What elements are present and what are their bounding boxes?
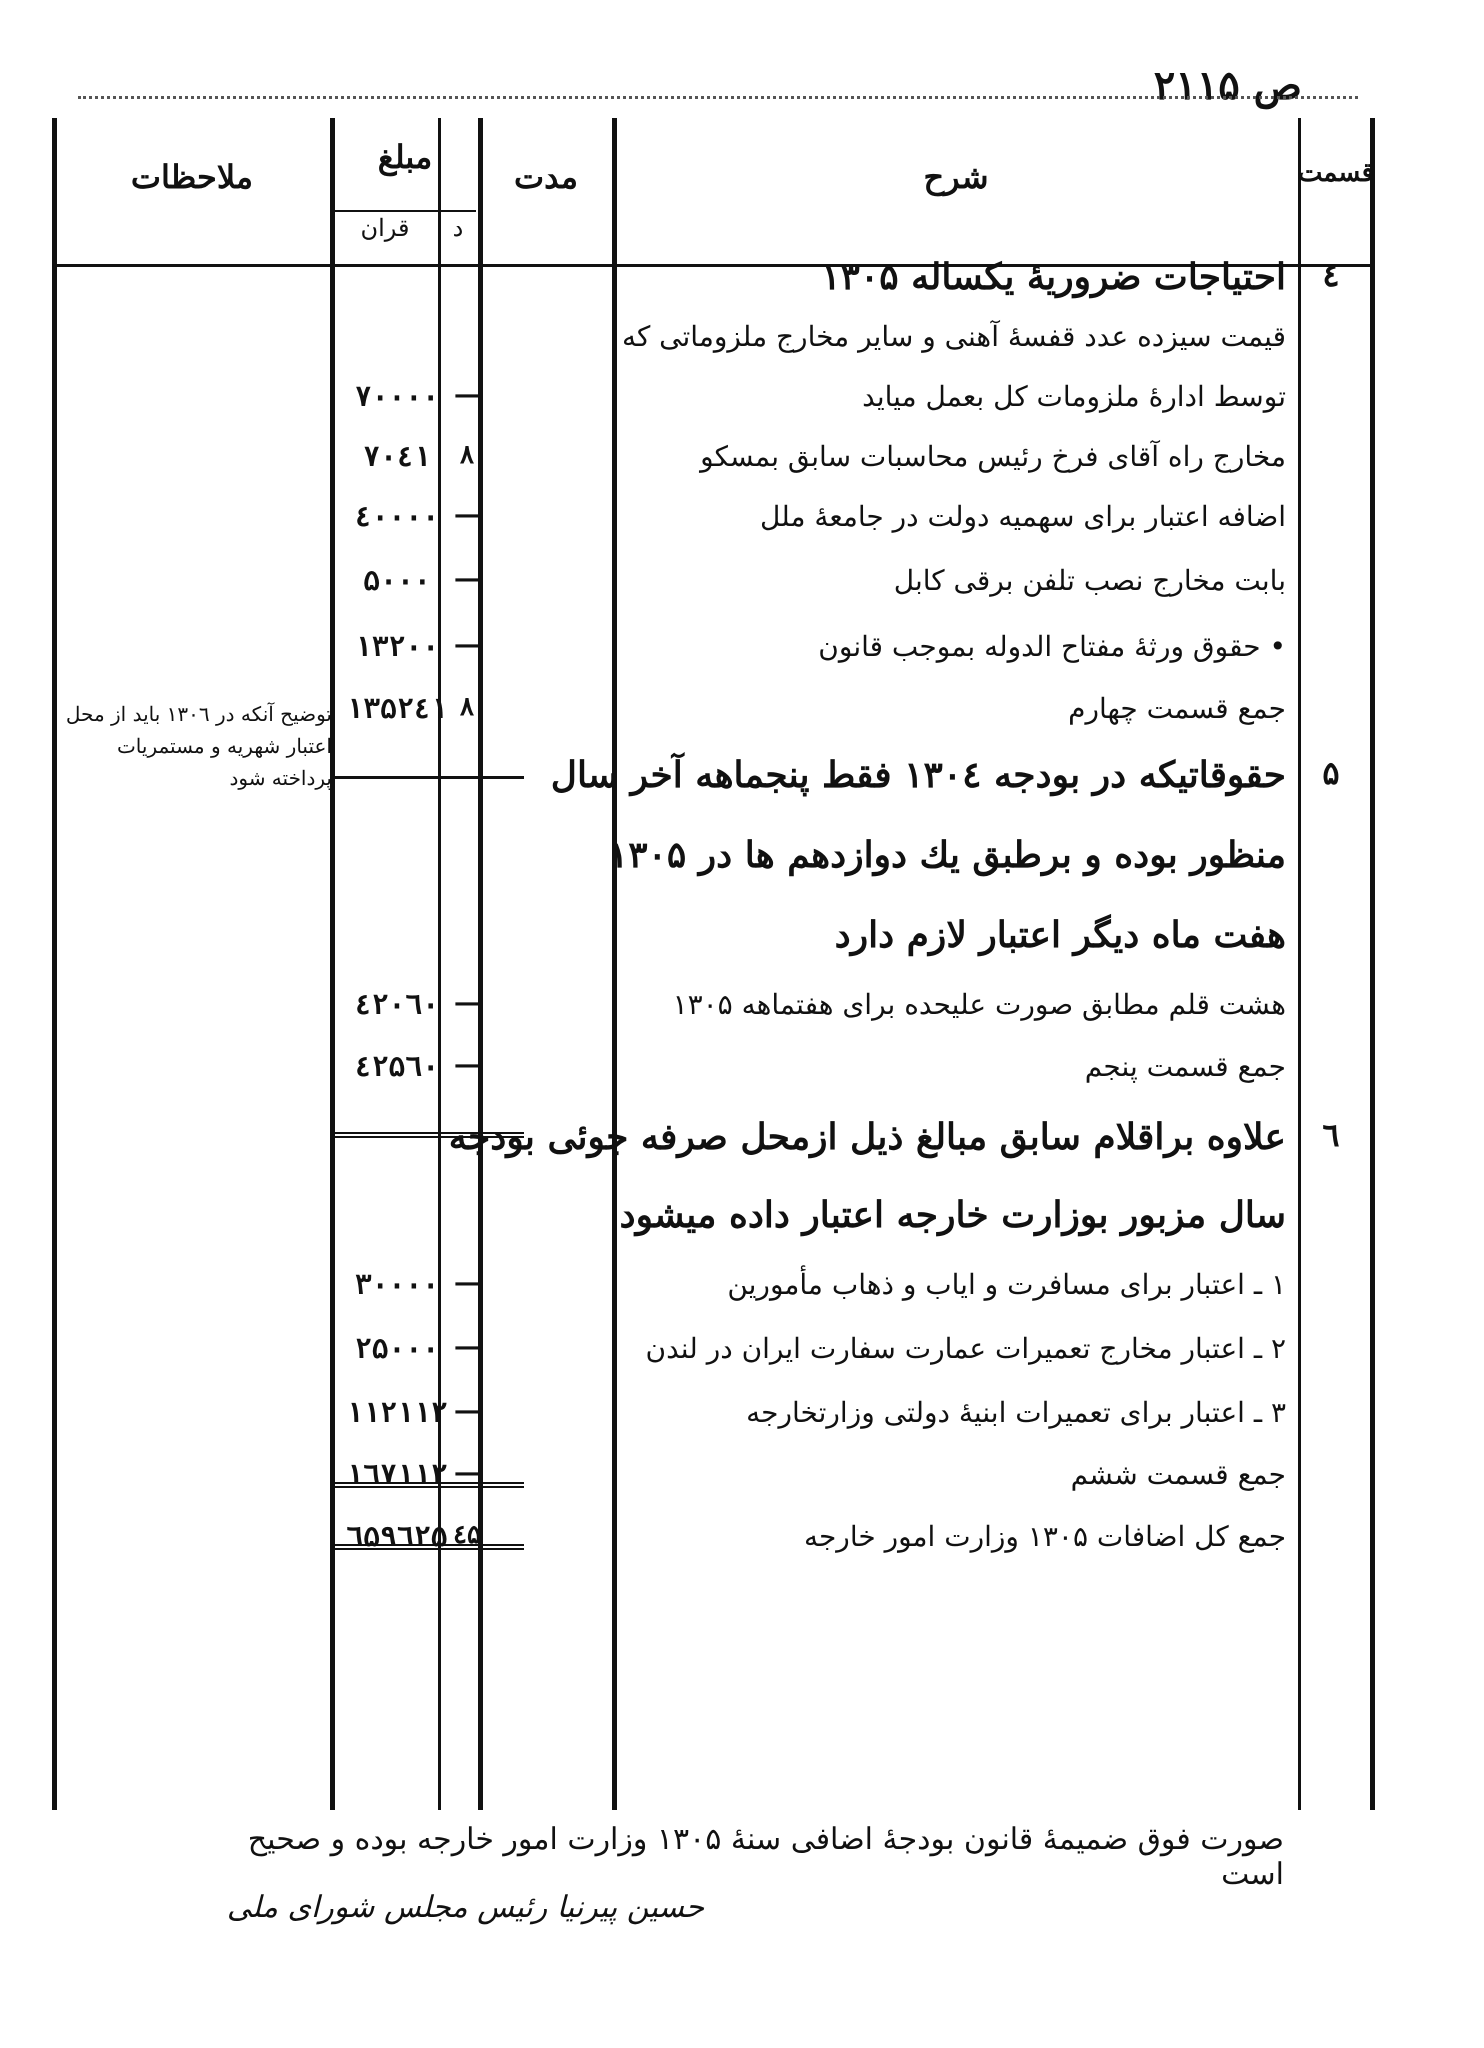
row-amount-qran: ۷۰٤۱ <box>363 440 431 473</box>
row-amount-dinar: — <box>454 380 480 410</box>
row-amount-qran: ۵۰۰۰ <box>363 564 431 597</box>
header-remarks: ملاحظات <box>130 158 254 196</box>
sum-rule-section-4 <box>334 776 524 779</box>
row-amount-qran: ٦۵۹٦۲۵ <box>346 1520 448 1553</box>
row-amount-qran: ۱۳۵۲٤۱ <box>346 692 448 725</box>
row-amount-dinar: — <box>454 630 480 660</box>
row-description: جمع کل اضافات ۱۳۰۵ وزارت امور خارجه <box>803 1520 1286 1553</box>
row-description: منظور بوده و برطبق یك دوازدهم ها در ۱۳۰۵ <box>608 834 1286 876</box>
row-description: اضافه اعتبار برای سهمیه دولت در جامعهٔ ملل <box>759 500 1286 533</box>
sum-rule-section-6a <box>334 1482 524 1488</box>
row-description: ۲ ـ اعتبار مخارج تعمیرات عمارت سفارت ایران در لندن <box>645 1332 1286 1365</box>
header-amount: مبلغ <box>377 138 433 176</box>
row-description: • حقوق ورثهٔ مفتاح الدوله بموجب قانون <box>818 630 1286 663</box>
header-description: شرح <box>923 158 989 196</box>
row-description: احتیاجات ضروریهٔ یکساله ۱۳۰۵ <box>821 256 1286 298</box>
page-number: ص ۲۱۱۵ <box>1153 62 1302 109</box>
remark-note: توضیح آنکه در ۱۳۰٦ باید از محل اعتبار شهریه و مستمریات پرداخته شود <box>65 702 332 790</box>
row-section-number: ۵ <box>1322 754 1340 792</box>
row-description: علاوه براقلام سابق مبالغ ذیل ازمحل صرفه جوئی بودجه <box>448 1116 1286 1158</box>
sum-rule-section-5 <box>334 1132 524 1138</box>
row-description: ۳ ـ اعتبار برای تعمیرات ابنیهٔ دولتی وزارتخارجه <box>746 1396 1286 1429</box>
row-section-number: ٦ <box>1322 1116 1340 1154</box>
row-description: جمع قسمت چهارم <box>1068 692 1286 725</box>
row-amount-dinar: — <box>454 500 480 530</box>
row-description: بابت مخارج نصب تلفن برقی کابل <box>893 564 1286 597</box>
ledger-left-border <box>52 118 57 1810</box>
ledger-divider-duration <box>478 118 483 1810</box>
row-amount-dinar: — <box>454 1458 480 1488</box>
row-description: جمع قسمت پنجم <box>1084 1050 1286 1083</box>
header-section: قسمت <box>1297 158 1374 188</box>
row-amount-qran: ۱۳۲۰۰ <box>354 630 440 663</box>
row-description: حقوقاتیکه در بودجه ۱۳۰٤ فقط پنجماهه آخر سال <box>550 754 1286 796</box>
header-amount-qran: قران <box>360 214 410 242</box>
ledger-divider-amount <box>330 118 335 1810</box>
ledger-divider-section <box>1298 118 1301 1810</box>
row-amount-qran: ٤۲۵٦۰ <box>354 1050 440 1083</box>
row-section-number: ٤ <box>1322 256 1340 294</box>
sum-rule-section-6b <box>334 1544 524 1550</box>
row-description: هفت ماه دیگر اعتبار لازم دارد <box>834 914 1286 956</box>
budget-ledger-table <box>52 118 1374 1810</box>
row-amount-dinar: — <box>454 564 480 594</box>
footer-certification: صورت فوق ضمیمهٔ قانون بودجهٔ اضافی سنهٔ ۱۳۰۵ وزارت امور خارجه بوده و صحیح است <box>247 1822 1284 1892</box>
row-amount-dinar: — <box>454 1268 480 1298</box>
row-amount-qran: ۳۰۰۰۰ <box>354 1268 440 1301</box>
header-duration: مدت <box>513 158 579 196</box>
row-amount-dinar: ۸ <box>460 692 474 722</box>
row-amount-dinar: — <box>454 1332 480 1362</box>
ledger-divider-description <box>612 118 617 1810</box>
row-amount-dinar: — <box>454 1396 480 1426</box>
row-description: جمع قسمت ششم <box>1070 1458 1286 1491</box>
row-amount-dinar: — <box>454 1050 480 1080</box>
row-amount-qran: ۷۰۰۰۰ <box>354 380 440 413</box>
row-description: قیمت سیزده عدد قفسهٔ آهنی و سایر مخارج ملزوماتی که <box>621 320 1286 353</box>
header-amount-dinar: د <box>452 214 464 242</box>
row-amount-qran: ٤۲۰٦۰ <box>354 988 440 1021</box>
row-description: سال مزبور بوزارت خارجه اعتبار داده میشود <box>619 1194 1286 1236</box>
amount-header-subrule <box>334 210 476 212</box>
row-amount-qran: ۱۱۲۱۱۲ <box>346 1396 448 1429</box>
row-amount-dinar: — <box>454 988 480 1018</box>
row-amount-dinar: ٤۵ <box>453 1520 481 1550</box>
row-description: توسط ادارهٔ ملزومات کل بعمل میاید <box>862 380 1286 413</box>
ledger-right-border <box>1370 118 1375 1810</box>
row-amount-qran: ۲۵۰۰۰ <box>354 1332 440 1365</box>
top-dotted-rule <box>78 96 1358 99</box>
row-amount-dinar: ۸ <box>460 440 474 470</box>
ledger-divider-dinar <box>438 118 441 1810</box>
row-amount-qran: ٤۰۰۰۰ <box>354 500 440 533</box>
row-amount-qran: ۱٦۷۱۱۲ <box>346 1458 448 1491</box>
row-description: مخارج راه آقای فرخ رئیس محاسبات سابق بمسکو <box>700 440 1286 473</box>
row-description: هشت قلم مطابق صورت علیحده برای هفتماهه ۱۳۰۵ <box>672 988 1286 1021</box>
footer-signature: حسین پیرنیا رئیس مجلس شورای ملی <box>226 1890 704 1925</box>
row-description: ۱ ـ اعتبار برای مسافرت و اياب و ذهاب مأمورين <box>727 1268 1286 1301</box>
